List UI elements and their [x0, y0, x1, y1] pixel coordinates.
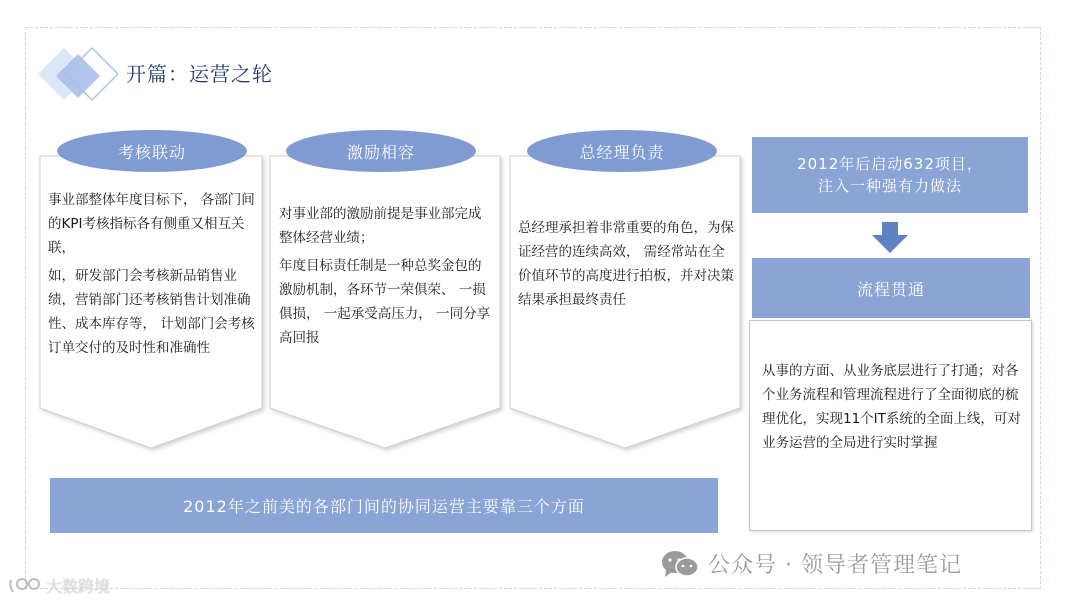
column-paragraph: 年度目标责任制是一种总奖金包的激励机制，各环节一荣俱荣、 一损俱损， 一起承受高压力， 一同分享高回报 [279, 258, 491, 346]
watermark-text: 公众号 · 领导者管理笔记 [708, 553, 962, 578]
column-text [518, 216, 734, 316]
column-label: 总经理负责 [527, 130, 717, 172]
process-detail-box [749, 320, 1032, 531]
column-paragraph: 如，研发部门会考核新品销售业绩，营销部门还考核销售计划准确性、成本库存等， 计划部门会考核订单交付的及时性和准确性 [48, 268, 255, 356]
column-text [279, 202, 493, 354]
column-paragraph: 事业部整体年度目标下， 各部门间的KPI考核指标各有侧重又相互关联， [48, 192, 255, 256]
wechat-icon [660, 549, 700, 579]
column-label: 考核联动 [57, 130, 247, 172]
project-632-box [752, 137, 1028, 213]
brand-logo-icon [8, 576, 42, 596]
column-paragraph: 总经理承担着非常重要的角色，为保证经营的连续高效， 需经常站在全价值环节的高度进行拍板，并对决策结果承担最终责任 [518, 220, 734, 308]
brand-text: 大数跨境 [46, 577, 111, 596]
brand-watermark [8, 574, 110, 597]
column-label: 激励相容 [286, 130, 476, 172]
page-title: 开篇：运营之轮 [126, 62, 273, 86]
column-zongjingli [510, 130, 742, 450]
project-line-1: 2012年后启动632项目， [797, 155, 983, 173]
project-line-2: 注入一种强有力做法 [817, 177, 962, 195]
column-text [48, 188, 258, 364]
down-arrow-icon [870, 222, 910, 254]
watermark [660, 548, 962, 579]
process-detail-text: 从事的方面、从业务底层进行了打通；对各个业务流程和管理流程进行了全面彻底的梳理优化，实现11个IT系统的全面上线，可对业务运营的全局进行实时掌握 [762, 363, 1021, 451]
summary-bar: 2012年之前美的各部门间的协同运营主要靠三个方面 [50, 478, 718, 533]
column-paragraph: 对事业部的激励前提是事业部完成整体经营业绩； [279, 206, 482, 246]
diamond-logo-icon [38, 44, 118, 104]
process-integration-box: 流程贯通 [752, 258, 1030, 318]
column-jili [270, 130, 502, 450]
column-kaohe [40, 130, 264, 450]
